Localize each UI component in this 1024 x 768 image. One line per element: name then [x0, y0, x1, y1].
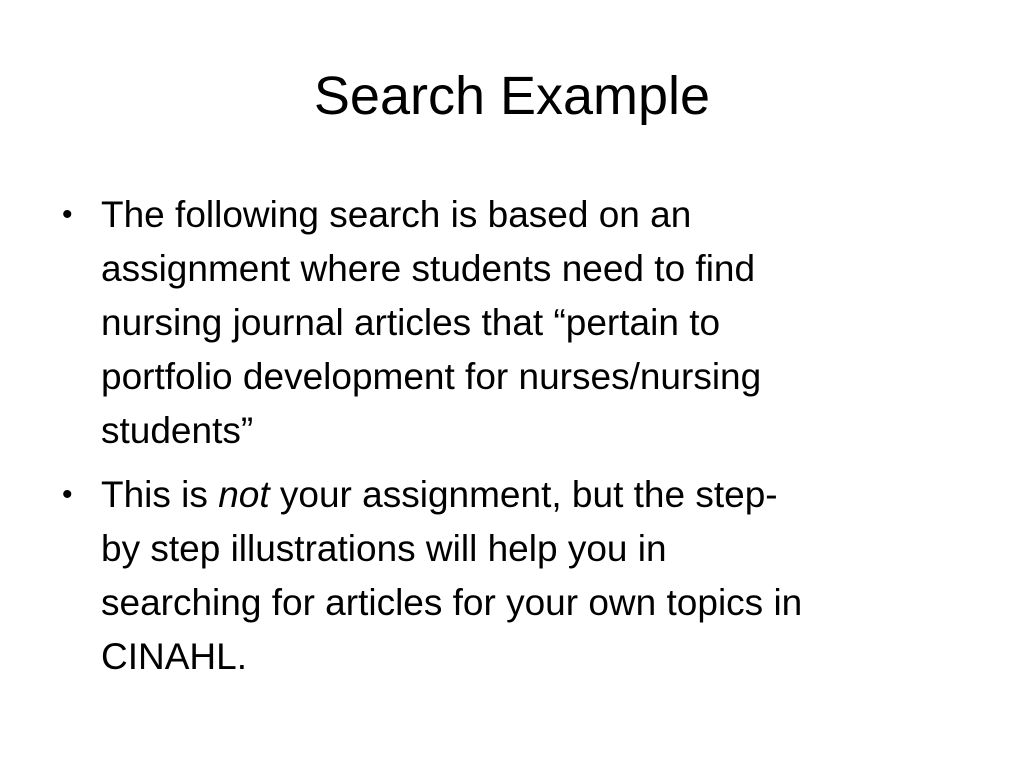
slide-title: Search Example [313, 66, 711, 126]
bullet-2-line-1-after: your assignment, but the step- [269, 474, 778, 515]
bullet-2-line-1-before: This is [101, 474, 219, 515]
bullet-item-1 [58, 188, 988, 458]
bullet-2-line-3: searching for articles for your own topics in [101, 582, 803, 623]
bullet-1-line-1: The following search is based on an [101, 194, 692, 235]
bullet-1-line-3: nursing journal articles that “pertain to [101, 302, 721, 343]
bullet-2-line-2: by step illustrations will help you in [101, 528, 667, 569]
bullet-2-emphasis: not [218, 474, 270, 515]
bullet-2-line-4: CINAHL. [101, 636, 247, 677]
bullet-icon: • [62, 478, 73, 511]
bullet-1-line-2: assignment where students need to find [101, 248, 756, 289]
bullet-1-line-5: students” [101, 410, 254, 451]
bullet-1-line-4: portfolio development for nurses/nursing [101, 356, 762, 397]
bullet-icon: • [62, 198, 73, 231]
bullet-list [58, 188, 988, 694]
bullet-item-2 [58, 468, 988, 684]
